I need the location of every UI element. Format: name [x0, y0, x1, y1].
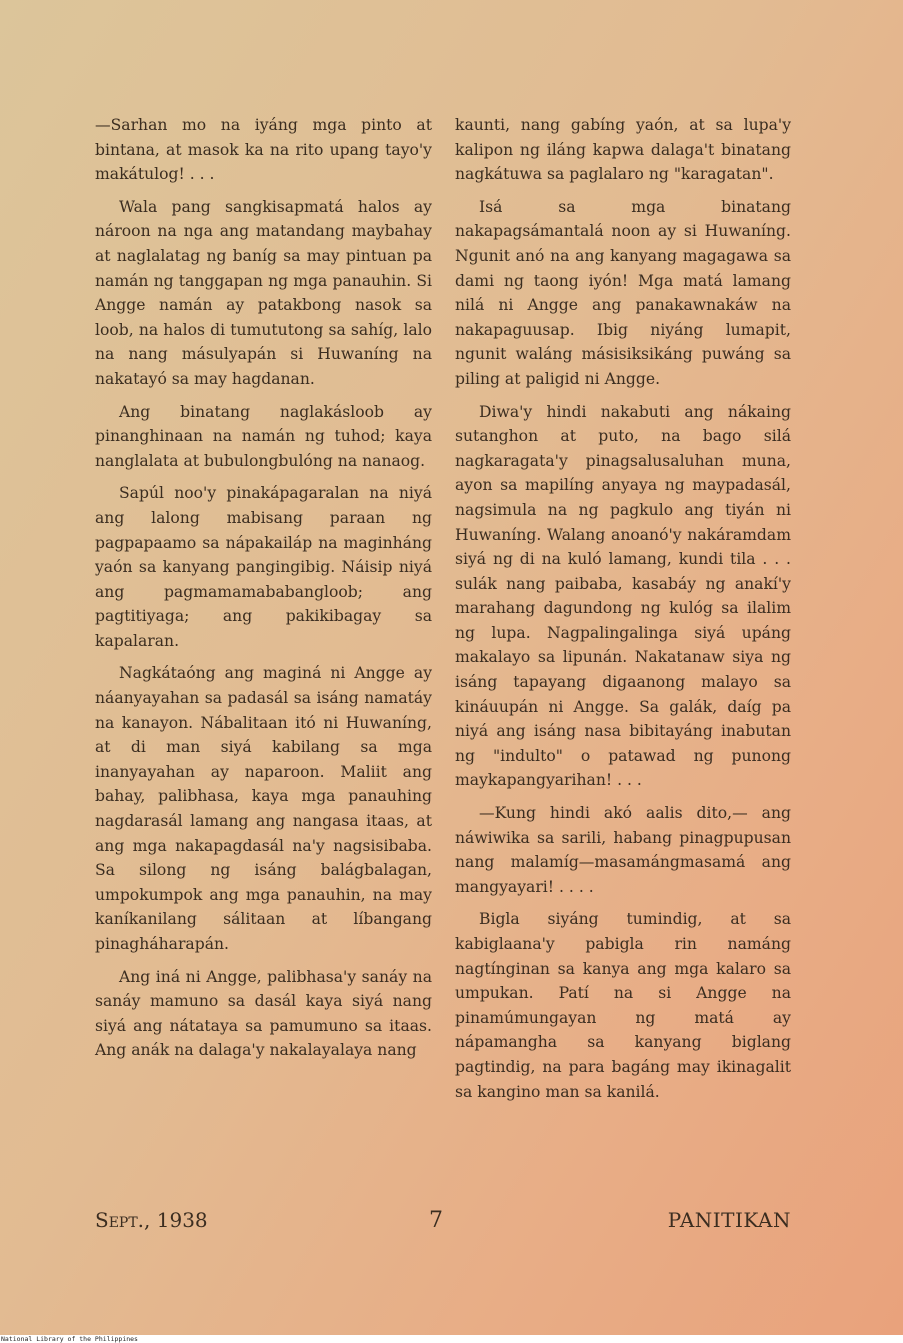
paragraph: Ang iná ni Angge, palibhasa'y sanáy na sanáy mamuno sa dasál kaya siyá nang siyá ang nátataya sa pamumuno sa itaas. Ang anák na dalaga'y nakalayalaya nang — [95, 967, 432, 1060]
paragraph: —Sarhan mo na iyáng mga pinto at bintana, at masok ka na rito upang tayo'y makátulog! . . . — [95, 116, 432, 184]
page-number: 7 — [429, 1208, 443, 1233]
paragraph: Isá sa mga binatang nakapagsámantalá noon ay si Huwaníng. Ngunit anó na ang kanyang magagawa sa dami ng taong iyón! Mga matá lamang nilá ni Angge ang panakawnakáw na nakapaguusap. Ibig niyáng lumapit, ngunit waláng másisiksikáng puwáng sa piling at paligid ni Angge. — [455, 197, 791, 388]
paragraph: —Kung hindi akó aalis dito,— ang náwiwika sa sarili, habang pinagpupusan nang malamíg—masamángmasamá ang mangyayari! . . . . — [455, 804, 791, 896]
paragraph: Ang binatang naglakásloob ay pinanghinaan na namán ng tuhod; kaya nanglalata at bubulongbulóng na nanaog. — [95, 402, 432, 470]
paragraph: kaunti, nang gabíng yaón, at sa lupa'y kalipon ng iláng kapwa dalaga't binatang nagkátuwa sa paglalaro ng "karagatan". — [455, 116, 791, 184]
page-footer — [95, 1208, 791, 1242]
paragraph: Diwa'y hindi nakabuti ang nákaing sutanghon at puto, na bago silá nagkaragata'y pinagsalusaluhan muna, ayon sa mapilíng anyaya ng maypadasál, nagsimula na ng pagkulo ang tiyán ni Huwaníng. Walang anoanó'y nakáramdam siyá ng di na kuló lamang, kundi tila . . . sulák nang paibaba, kasabáy ng anakí'y marahang dagundong ng kulóg sa ilalim ng lupa. Nagpalingalinga siyá upáng makalayo sa lipunán. Nakatanaw siya ng isáng tapayang digaanong malayo sa kináuupán ni Angge. Sa galák, daíg pa niyá ang isáng nasa bibitayáng inabutan ng "indulto" o patawad ng punong maykapangyarihan! . . . — [455, 402, 791, 790]
paragraph: Wala pang sangkisapmatá halos ay nároon na nga ang matandang maybahay at naglalatag ng baníg sa may pintuan pa namán ng tanggapan ng mga panauhin. Si Angge namán ay patakbong nasok sa loob, na halos di tumututong sa sahíg, lalo na nang másulyapán si Huwaníng na nakatayó sa may hagdanan. — [95, 197, 432, 388]
left-column — [95, 113, 432, 1071]
right-column — [455, 113, 791, 1112]
paragraph: Nagkátaóng ang maginá ni Angge ay náanyayahan sa padasál sa isáng namatáy na kanayon. Nábalitaan itó ni Huwaníng, at di man siyá kabilang sa mga inanyayahan ay naparoon. Maliit ang bahay, palibhasa, kaya mga panauhing nagdarasál lamang ang nangasa itaas, at ang mga nakapagdasál na'y nagsisibaba. Sa silong ng isáng balágbalagan, umpokumpok ang mga panauhin, na may kaníkanilang sálitaan at líbangang pinagháharapán. — [95, 664, 432, 953]
magazine-title: PANITIKAN — [667, 1208, 791, 1232]
issue-date: Sept., 1938 — [95, 1208, 208, 1232]
library-credit: National Library of the Philippines — [1, 1335, 138, 1343]
paragraph: Bigla siyáng tumindig, at sa kabiglaana'y pabigla rin namáng nagtínginan sa kanya ang mga kalaro sa umpukan. Patí na si Angge na pinamúmungayan ng matá ay nápamangha sa kanyang biglang pagtindig, na para bagáng may ikinagalit sa kangino man sa kanilá. — [455, 910, 791, 1101]
paragraph: Sapúl noo'y pinakápagaralan na niyá ang lalong mabisang paraan ng pagpapaamo sa nápakailáp na maginháng yaón sa kanyang pangingibig. Náisip niyá ang pagmamamababangloob; ang pagtitiyaga; ang pakikibagay sa kapalaran. — [95, 484, 432, 650]
